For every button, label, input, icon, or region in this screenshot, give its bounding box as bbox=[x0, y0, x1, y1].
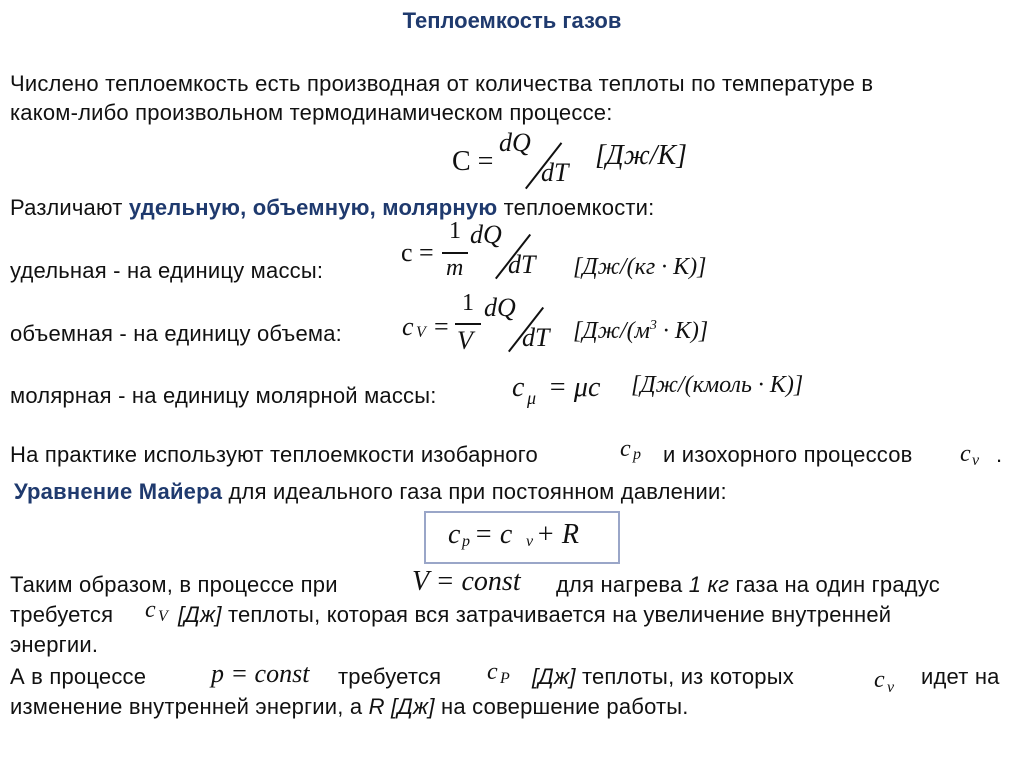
volumetric-unit: $[Дж/(м^3 \cdot К)]$ bbox=[573, 318, 709, 344]
mayer-c1: c bbox=[448, 519, 461, 550]
thus-b2: [Дж] теплоты, которая вся затрачивается на увеличение внутренней bbox=[178, 602, 892, 627]
distinguish-highlight: удельную, объемную, молярную bbox=[128, 195, 498, 220]
molar-rhs: = μc bbox=[548, 372, 601, 403]
mayer-eq: = c bbox=[474, 519, 513, 550]
thus-c1: энергии. bbox=[10, 632, 99, 657]
specific-label: удельная - на единицу массы: bbox=[10, 258, 324, 283]
process-a3: [Дж] теплоты, из которых bbox=[532, 664, 794, 689]
formula-c-lhs: C = bbox=[452, 146, 494, 177]
process-a2: требуется bbox=[338, 664, 442, 689]
practice-cv: c bbox=[960, 441, 971, 467]
mayer-p: p bbox=[462, 533, 470, 550]
mayer-line bbox=[14, 478, 727, 506]
process-a5: идет на bbox=[921, 664, 1000, 689]
molar-sub: μ bbox=[527, 388, 537, 408]
molar-unit: [Дж/(кмоль · К)] bbox=[631, 372, 804, 398]
thus-a2: для нагрева 1 кг газа на один градус bbox=[556, 572, 940, 597]
volumetric-eq: = bbox=[434, 312, 449, 341]
page-title: Теплоемкость газов bbox=[402, 8, 622, 33]
thus-a1: Таким образом, в процессе при bbox=[10, 572, 338, 597]
volumetric-label: объемная - на единицу объема: bbox=[10, 321, 342, 346]
practice-cp-sub: p bbox=[633, 446, 641, 463]
process-a-c2: c bbox=[874, 667, 885, 693]
volumetric-num: dQ bbox=[484, 293, 516, 322]
volumetric-v: V bbox=[457, 326, 473, 355]
specific-unit: [Дж/(кг · К)] bbox=[573, 254, 707, 280]
volumetric-sub: V bbox=[416, 324, 426, 341]
practice-end: . bbox=[996, 442, 1003, 467]
fraction-bar bbox=[442, 252, 468, 254]
process-a-c: c bbox=[487, 659, 498, 685]
formula-c-den: dT bbox=[541, 158, 569, 187]
molar-label: молярная - на единицу молярной массы: bbox=[10, 383, 437, 408]
practice-text-2: и изохорного процессов bbox=[663, 442, 913, 467]
mayer-v: v bbox=[526, 533, 534, 550]
formula-c-num: dQ bbox=[499, 128, 531, 157]
volumetric-den: dT bbox=[522, 323, 550, 352]
thus-vconst: V = const bbox=[412, 566, 521, 597]
specific-lhs: c = bbox=[401, 238, 434, 267]
formula-c-unit: [Дж/К] bbox=[595, 140, 688, 171]
mayer-text: для идеального газа при постоянном давлении: bbox=[222, 479, 727, 504]
volumetric-one: 1 bbox=[462, 290, 474, 316]
mayer-formula-box bbox=[424, 511, 620, 564]
molar-lhs: c bbox=[512, 372, 525, 403]
thus-b-c: c bbox=[145, 597, 156, 623]
distinguish-prefix: Различают bbox=[10, 195, 129, 220]
process-pconst: p = const bbox=[211, 659, 310, 688]
volumetric-lhs: c bbox=[402, 312, 414, 341]
mayer-highlight: Уравнение Майера bbox=[14, 479, 223, 504]
practice-cp: c bbox=[620, 436, 631, 462]
mayer-r: + R bbox=[536, 519, 579, 550]
distinguish-line bbox=[10, 194, 654, 222]
process-a-sub: P bbox=[500, 670, 510, 687]
thus-b-sub: V bbox=[158, 608, 168, 625]
process-a1: А в процессе bbox=[10, 664, 147, 689]
fraction-bar bbox=[455, 323, 481, 325]
specific-one: 1 bbox=[449, 218, 461, 244]
specific-num: dQ bbox=[470, 220, 502, 249]
practice-text-1: На практике используют теплоемкости изобарного bbox=[10, 442, 538, 467]
thus-b1: требуется bbox=[10, 602, 114, 627]
practice-cv-sub: v bbox=[972, 452, 980, 469]
specific-den: dT bbox=[508, 250, 536, 279]
specific-m: m bbox=[446, 255, 464, 281]
process-b1: изменение внутренней энергии, а R [Дж] на совершение работы. bbox=[10, 694, 689, 719]
intro-line-1: Числено теплоемкость есть производная от количества теплоты по температуре в bbox=[10, 71, 874, 96]
distinguish-suffix: теплоемкости: bbox=[497, 195, 655, 220]
intro-line-2: каком-либо произвольном термодинамическом процессе: bbox=[10, 100, 613, 125]
process-a-sub2: v bbox=[887, 679, 895, 696]
